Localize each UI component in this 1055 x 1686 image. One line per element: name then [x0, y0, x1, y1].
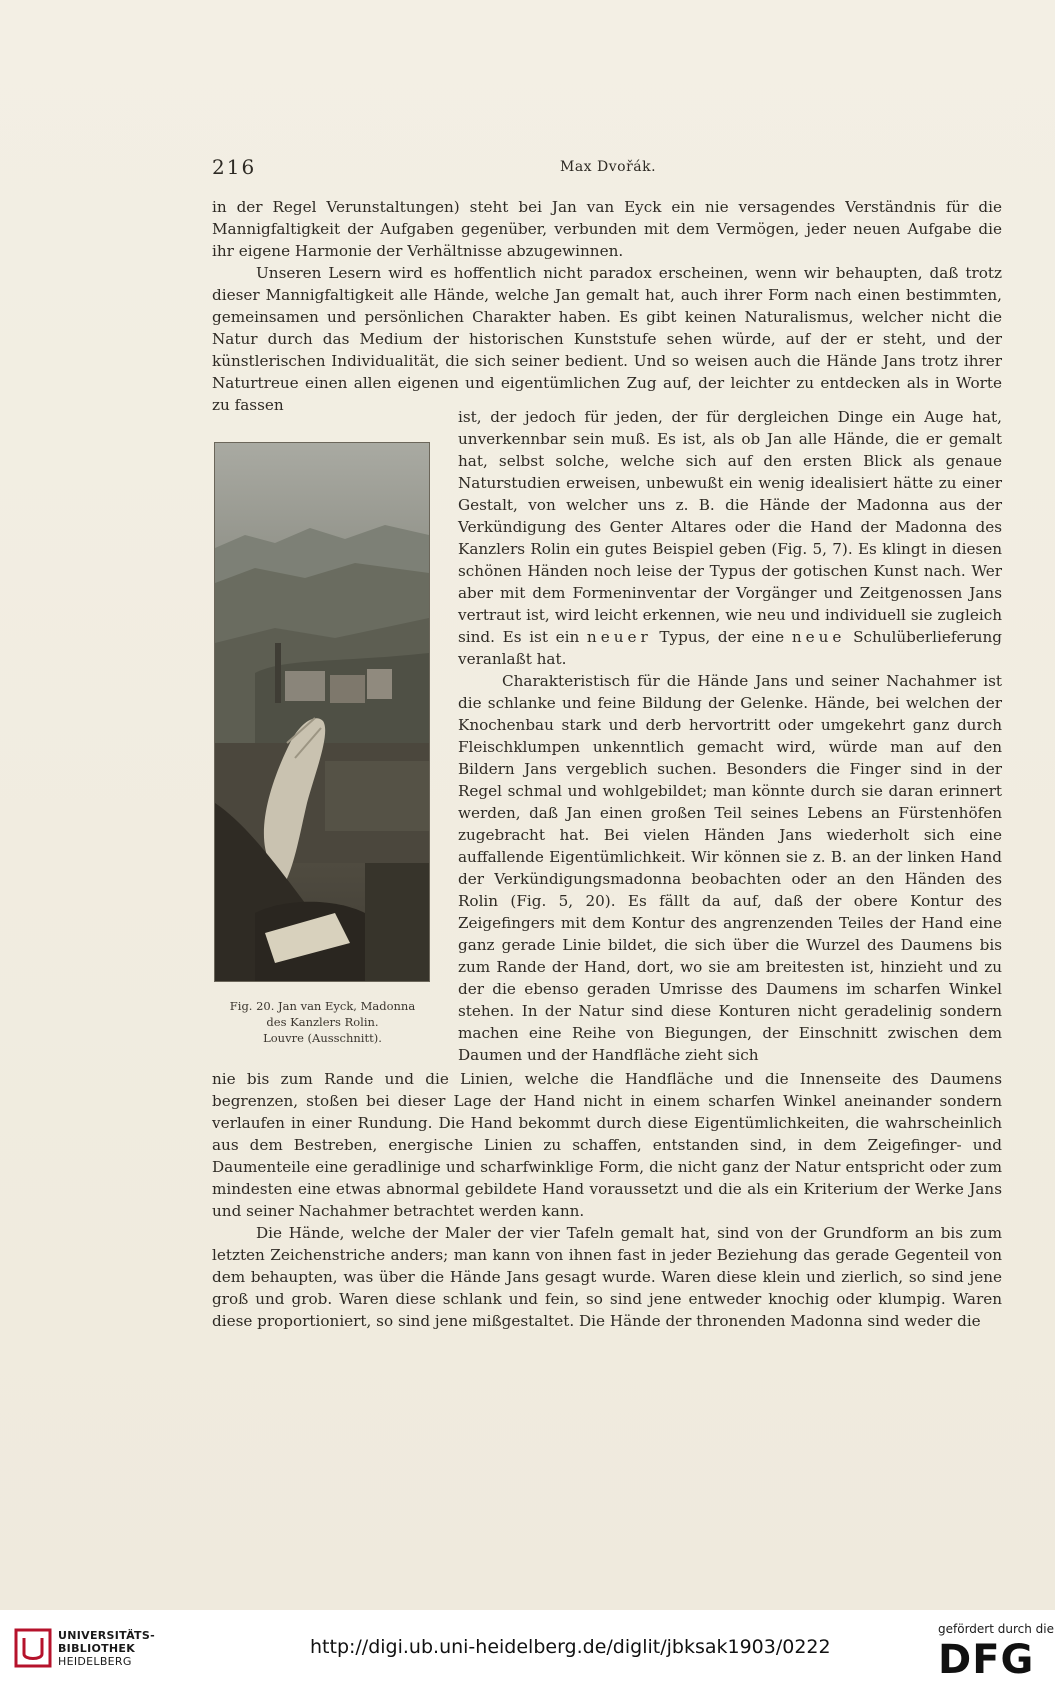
paragraph: Die Hände, welche der Maler der vier Tafeln gemalt hat, sind von der Grundform an bis zum letzten Zeichenstriche anders; man kann von ihnen fast in jeder Beziehung das gerade Gegenteil von dem behaupten, was über die Hände Jans gesagt wurde. Waren diese klein und zierlich, so sind jene groß und grob. Waren diese schlank und fein, so sind jene entweder knochig oder klumpig. Waren diese proportioniert, so sind jene mißgestaltet. Die Hände der thronenden Madonna sind weder die [212, 1224, 1002, 1330]
caption-line: Louvre (Ausschnitt). [263, 1031, 382, 1045]
spaced-emphasis: neuer [586, 628, 652, 646]
text-column-right [458, 406, 1002, 1066]
library-name-line: HEIDELBERG [58, 1655, 132, 1668]
painting-illustration [215, 443, 429, 981]
paragraph: Charakteristisch für die Hände Jans und seiner Nachahmer ist die schlanke und feine Bildung der Gelenke. Hände, bei welchen der Knochenbau stark und derb hervortritt oder umgekehrt ganz durch Fleischklumpen unkenntlich gemacht wird, würde man auf den Bildern Jans vergeblich suchen. Besonders die Finger sind in der Regel schmal und wohlgebildet; man könnte durch sie daran erinnert werden, daß Jan einen großen Teil seines Lebens an Fürstenhöfen zugebracht hat. Bei vielen Händen Jans wiederholt sich eine auffallende Eigentümlichkeit. Wir können sie z. B. an der linken Hand der Verkündigungsmadonna beobachten oder an den Händen des Rolin (Fig. 5, 20). Es fällt da auf, daß der obere Kontur des Zeigefingers mit dem Kontur des angrenzenden Teiles der Hand eine ganz gerade Linie bildet, die sich über die Wurzel des Daumens bis zum Rande der Hand, dort, wo sie am breitesten ist, hinzieht und zu der die ebenso geraden Umrisse des Daumens im scharfen Winkel stehen. In der Natur sind diese Konturen nicht geradelinig sondern machen eine Reihe von Biegungen, der Einschnitt zwischen dem Daumen und der Handfläche zieht sich [458, 672, 1002, 1064]
paragraph: in der Regel Verunstaltungen) steht bei Jan van Eyck ein nie versagendes Verständnis für die Mannigfaltigkeit der Aufgaben gegenüber, verbunden mit dem Vermögen, jeder neuen Aufgabe die ihr eigene Harmonie der Verhältnisse abzugewinnen. [212, 198, 1002, 260]
text-block-top [212, 196, 1002, 416]
text-run: Typus, der eine [659, 628, 785, 646]
caption-line: Fig. 20. Jan van Eyck, Madonna [229, 999, 416, 1013]
library-name [58, 1629, 155, 1668]
sponsor-label: gefördert durch die [938, 1622, 1054, 1636]
library-name-line: BIBLIOTHEK [58, 1642, 136, 1655]
paragraph: Unseren Lesern wird es hoffentlich nicht paradox erscheinen, wenn wir behaupten, daß trotz dieser Mannigfaltigkeit alle Hände, welche Jan gemalt hat, auch ihrer Form nach einen bestimmten, gemeinsamen und persönlichen Charakter haben. Es gibt keinen Naturalismus, welcher nicht die Natur durch das Medium der historischen Kunststufe sehen würde, auf der er steht, und der künstlerischen Individualität, die sich seiner bedient. Und so weisen auch die Hände Jans trotz ihrer Naturtreue einen allen eigenen und eigentümlichen Zug auf, der leichter zu entdecken als in Worte zu fassen [212, 264, 1002, 414]
paragraph [458, 406, 1002, 670]
dfg-logo: DFG [938, 1637, 1035, 1683]
footer-bar [0, 1610, 1055, 1686]
paragraph: nie bis zum Rande und die Linien, welche die Handfläche und die Innenseite des Daumens begrenzen, stoßen bei dieser Lage der Hand nicht in einem scharfen Winkel aneinander sondern verlaufen in einer Rundung. Die Hand bekommt durch diese Eigentümlichkeiten, die wahrscheinlich aus dem Bestreben, energische Linien zu schaffen, entstanden sind, in dem Zeigefinger- und Daumenteile eine geradlinige und scharfwinklige Form, die nicht ganz der Natur entspricht oder zum mindesten eine etwas abnormal gebildete Hand voraussetzt und die als ein Kriterium der Werke Jans und seiner Nachahmer betrachtet werden kann. [212, 1070, 1002, 1220]
running-header-author: Max Dvořák. [560, 159, 657, 175]
permalink-url[interactable]: http://digi.ub.uni-heidelberg.de/diglit/jbksak1903/0222 [310, 1636, 831, 1658]
library-seal-icon [14, 1628, 52, 1668]
figure-painting-hand [214, 442, 430, 982]
caption-line: des Kanzlers Rolin. [266, 1015, 379, 1029]
text-block-bottom [212, 1068, 1002, 1332]
text-run: Schulüberlieferung veranlaßt hat. [458, 628, 1003, 668]
page-number: 216 [212, 155, 257, 179]
library-name-line: UNIVERSITÄTS- [58, 1629, 155, 1642]
spaced-emphasis: neue [791, 628, 846, 646]
text-run: ist, der jedoch für jeden, der für dergleichen Dinge ein Auge hat, unverkennbar sein muß. Es ist, als ob Jan alle Hände, die er gemalt hat, selbst solche, welche sich auf den ersten Blick als genaue Naturstudien erweisen, unbewußt ein wenig idealisiert hätte zu einer Gestalt, von welcher uns z. B. die Hände der Madonna aus der Verkündigung des Genter Altares oder die Hand der Madonna des Kanzlers Rolin ein gutes Beispiel geben (Fig. 5, 7). Es klingt in diesen schönen Händen noch leise der Typus der gotischen Kunst nach. Wer aber mit dem Formeninventar der Vorgänger und Zeitgenossen Jans vertraut ist, wird leicht erkennen, wie neu und individuell sie zugleich sind. Es ist ein [458, 408, 1002, 646]
figure-caption [210, 998, 435, 1046]
